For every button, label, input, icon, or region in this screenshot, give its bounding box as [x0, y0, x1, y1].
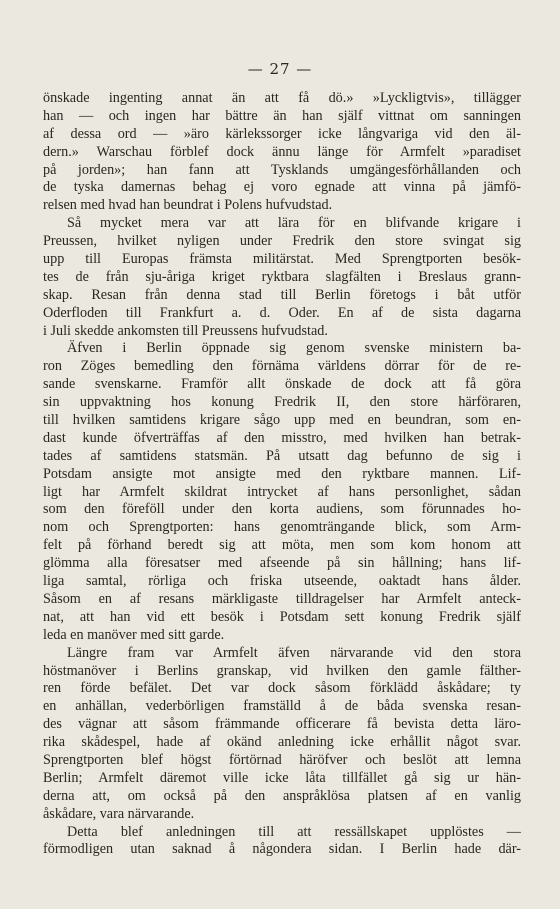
text-line: höstmanöver i Berlins granskap, vid hvilken den gamle fälther- [43, 662, 521, 679]
text-line: ron Zöges bemedling den förnäma världens dörrar för de re- [43, 358, 521, 375]
text-line: Längre fram var Armfelt äfven närvarande vid den stora [67, 644, 521, 661]
text-line: des vägnar att såsom främmande officerare få bevista detta läro- [43, 716, 521, 733]
text-line: sande svenskarne. Framför allt önskade de dock att få göra [43, 376, 521, 393]
text-line: derna att, om också på den anspråklösa platsen af en vanlig [43, 787, 521, 804]
text-line: Detta blef anledningen till att ressällskapet upplöstes — [67, 823, 521, 840]
text-line: relsen med hvad han beundrat i Polens hufvudstad. [43, 197, 333, 214]
text-line: Så mycket mera var att lära för en blifvande krigare i [67, 215, 521, 232]
text-line: på jorden»; han fann att Tysklands umgängesförhållanden och [43, 161, 521, 178]
text-line: Äfven i Berlin öppnade sig genom svenske ministern ba- [67, 340, 521, 357]
text-line: Oderfloden till Frankfurt a. d. Oder. En af de sista dagarna [43, 304, 521, 321]
text-line: dast kunde öfverträffas af den misstro, med hvilken han betrak- [43, 429, 521, 446]
text-line: som den föreföll under den korta audiens, som förunnades ho- [43, 501, 521, 518]
text-line: liga samtal, rörliga och friska utseende, oaktadt hans ålder. [43, 573, 521, 590]
text-line: åskådare, vara närvarande. [43, 805, 195, 822]
text-line: ligt har Armfelt skildrat intrycket af hans personlighet, sådan [43, 483, 521, 500]
text-line: tes de från sju-åriga kriget ryktbara slagfälten i Breslaus grann- [43, 268, 521, 285]
text-line: han — och ingen har bättre än han själf vittnat om sanningen [43, 107, 521, 124]
text-line: önskade ingenting annat än att få dö.» »Lyckligtvis», tillägger [43, 90, 521, 106]
text-line: ren förde befälet. Det var dock såsom förklädd åskådare; ty [43, 680, 521, 697]
text-line: leda en manöver med sitt garde. [43, 626, 225, 643]
text-line: Sprengtporten blef högst förtörnad häröfver och beslöt att lemna [43, 751, 521, 768]
text-line: tades af samtidens statsmän. På utsatt dag befunno de sig i [43, 447, 521, 464]
text-line: nom och Sprengtporten: hans genomträngande blick, som Arm- [43, 519, 521, 536]
text-line: förmodligen utan saknad å någondera sidan. I Berlin hade där- [43, 841, 521, 858]
text-line: Potsdam ansigte mot ansigte med den ryktbare mannen. Lif- [43, 465, 521, 482]
text-line: felt på förhand beredt sig att möta, men som kom honom att [43, 537, 521, 554]
body-text [43, 90, 521, 859]
text-line: till hvilken samtidens krigare sågo upp med en beundran, som en- [43, 412, 521, 429]
text-line: upp till Europas främsta militärstat. Med Sprengtporten besök- [43, 251, 521, 268]
text-line: sin uppvaktning hos konung Fredrik II, den store härföraren, [43, 394, 521, 411]
text-line: glömma alla föresatser med afseende på sin hållning; hans lif- [43, 555, 521, 572]
text-line: af dessa ord — »äro kärlekssorger icke långvariga vid den äl- [43, 125, 521, 142]
text-line: skap. Resan från denna stad till Berlin företogs i båt utför [43, 286, 521, 303]
text-line: rika skådespel, hade af okänd anledning icke erhållit något svar. [43, 734, 521, 751]
text-line: en anhällan, vederbörligen framställd å de båda svenska resan- [43, 698, 521, 715]
text-line: Såsom en af resans märkligaste tilldragelser har Armfelt anteck- [43, 590, 521, 607]
text-line: nat, att han vid ett besök i Potsdam sett konung Fredrik själf [43, 608, 521, 625]
text-line: dern.» Warschau förblef dock ännu länge för Armfelt »paradiset [43, 143, 521, 160]
text-line: Preussen, hvilket nyligen under Fredrik den store svingat sig [43, 233, 521, 250]
page-number: — 27 — [247, 60, 313, 78]
text-line: de tyska damernas behag ej voro egnade att vinna på jämfö- [43, 179, 521, 196]
text-line: i Juli skedde ankomsten till Preussens hufvudstad. [43, 322, 328, 339]
text-line: Berlin; Armfelt däremot ville icke låta tillfället gå sig ur hän- [43, 769, 521, 786]
